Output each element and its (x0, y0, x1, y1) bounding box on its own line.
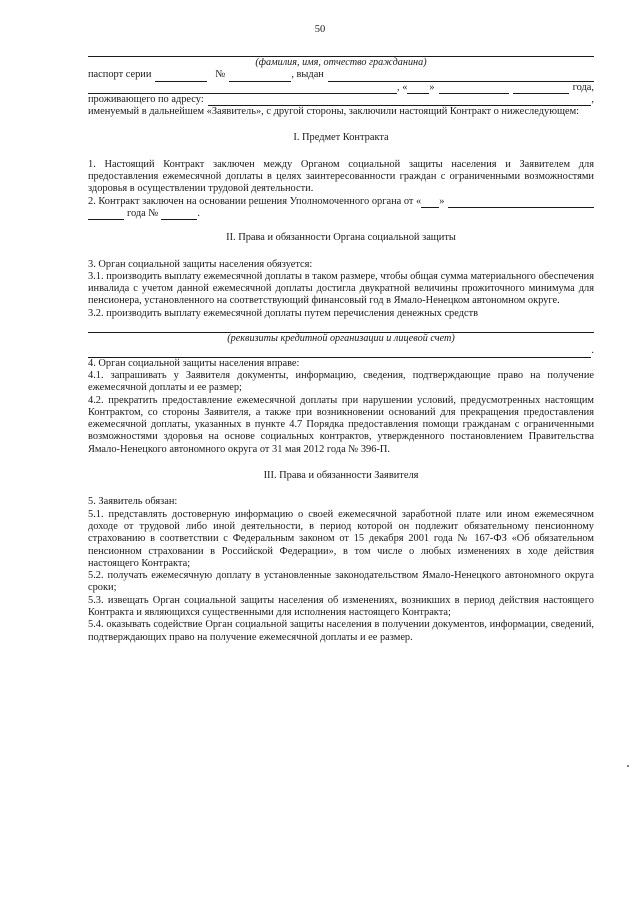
scan-speck (627, 765, 629, 767)
bank-details-end: . (591, 345, 594, 357)
bank-details-row-2 (88, 345, 594, 357)
issue-date-row (88, 82, 594, 94)
clause-4: 4. Орган социальной защиты населения вправе: (88, 357, 300, 369)
clause-5-4: 5.4. оказывать содействие Орган социальной защиты населения в получении документов, информации, сведений, подтверждающих право на получение ежемесячной доплаты и ее размер. (88, 619, 594, 643)
decision-year-field[interactable] (88, 209, 124, 220)
clause-5-2: 5.2. получать ежемесячную доплату в установленные законодательством Ямало-Ненецкого автономного округа сроки; (88, 570, 594, 594)
year-label: года, (572, 81, 594, 93)
clause-5: 5. Заявитель обязан: (88, 496, 178, 508)
address-row (88, 94, 594, 106)
page-number: 50 (314, 24, 326, 35)
decision-number-field[interactable] (161, 209, 197, 220)
clause-3-2: 3.2. производить выплату ежемесячной доплаты путем перечисления денежных средств (88, 307, 479, 319)
decision-number-label: года № (127, 207, 159, 219)
section-1-title: I. Предмет Контракта (293, 132, 389, 144)
issued-label: , выдан (291, 69, 324, 81)
bank-details-line[interactable] (88, 320, 594, 333)
intro-paragraph: именуемый в дальнейшем «Заявитель», с другой стороны, заключили настоящий Контракт о нижеследующем: (88, 106, 580, 118)
address-field[interactable] (208, 95, 592, 106)
issue-day-field[interactable] (407, 83, 429, 94)
decision-month-field[interactable] (448, 197, 594, 208)
clause-2-end: . (197, 207, 200, 219)
clause-1: 1. Настоящий Контракт заключен между Органом социальной защиты населения и Заявителем для предоставления ежемесячной доплаты в целях заинтересованности граждан с ограниченными возможностями здоровья в осуществлении трудовой деятельности. (88, 158, 594, 195)
clause-2-text: 2. Контракт заключен на основании решения Уполномоченного органа от « (88, 195, 422, 207)
clause-2-cont (88, 208, 594, 220)
clause-4-1: 4.1. запрашивать у Заявителя документы, информацию, сведения, подтверждающие право на получение ежемесячной доплаты и ее размер; (88, 369, 594, 394)
decision-day-field[interactable] (421, 197, 439, 208)
section-3-title: III. Права и обязанности Заявителя (263, 470, 419, 482)
fio-line (88, 44, 594, 57)
passport-number-field[interactable] (229, 71, 291, 82)
bank-details-field[interactable] (88, 347, 591, 358)
passport-series-field[interactable] (155, 71, 207, 82)
date-open-quote: , « (397, 81, 408, 93)
clause-3: 3. Орган социальной защиты населения обязуется: (88, 258, 313, 270)
clause-5-3: 5.3. извещать Орган социальной защиты населения об изменениях, возникших в период действия настоящего Контракта и являющихся существенными для исполнения настоящего Контракта; (88, 594, 594, 618)
clause-3-1: 3.1. производить выплату ежемесячной доплаты в таком размере, чтобы общая сумма материального обеспечения инвалида с учетом данной ежемесячной доплаты достигла двукратной величины прожиточного минимума для пенсионера, установленного на соответствующий финансовый год в Ямало-Ненецком автономном округе. (88, 270, 594, 307)
issue-year-field[interactable] (513, 83, 569, 94)
passport-number-label: № (215, 69, 226, 81)
contract-body (88, 44, 594, 644)
clause-4-2: 4.2. прекратить предоставление ежемесячной доплаты при нарушении условий, предусмотренных настоящим Контрактом, со стороны Заявителя, а также при возникновении оснований для прекращения предоставления ежемесячной доплаты, указанных в пункте 4.7 Порядка предоставления помощи гражданам с ограниченными возможностями здоровья на основе социальных контрактов, утвержденного постановлением Правительства Ямало-Ненецкого автономного округа от 31 мая 2012 года № 396-П. (88, 394, 594, 455)
clause-5-1: 5.1. представлять достоверную информацию о своей ежемесячной заработной плате или ином ежемесячном доходе от трудовой либо иной деятельности, в период которой он подлежит обязательному пенсионному страхованию в соответствии с Федеральным законом от 15 декабря 2001 года № 167-ФЗ «Об обязательном пенсионном страховании в Российской Федерации», в том числе о любых изменениях в ходе действия настоящего Контракта; (88, 508, 594, 569)
issued-by-field[interactable] (328, 71, 594, 82)
clause-2 (88, 196, 594, 208)
passport-series-label: паспорт серии (88, 69, 152, 81)
issued-by-field-cont[interactable] (88, 83, 397, 94)
passport-row (88, 69, 594, 81)
date-close-quote: » (429, 81, 435, 93)
decision-close-quote: » (439, 195, 445, 207)
bank-details-caption: (реквизиты кредитной организации и лицевой счет) (227, 333, 455, 345)
issue-month-field[interactable] (439, 83, 509, 94)
fio-caption: (фамилия, имя, отчество гражданина) (255, 57, 427, 68)
section-2-title: II. Права и обязанности Органа социальной защиты (226, 232, 456, 244)
residing-label: проживающего по адресу: (88, 93, 204, 105)
address-end: , (591, 93, 594, 105)
